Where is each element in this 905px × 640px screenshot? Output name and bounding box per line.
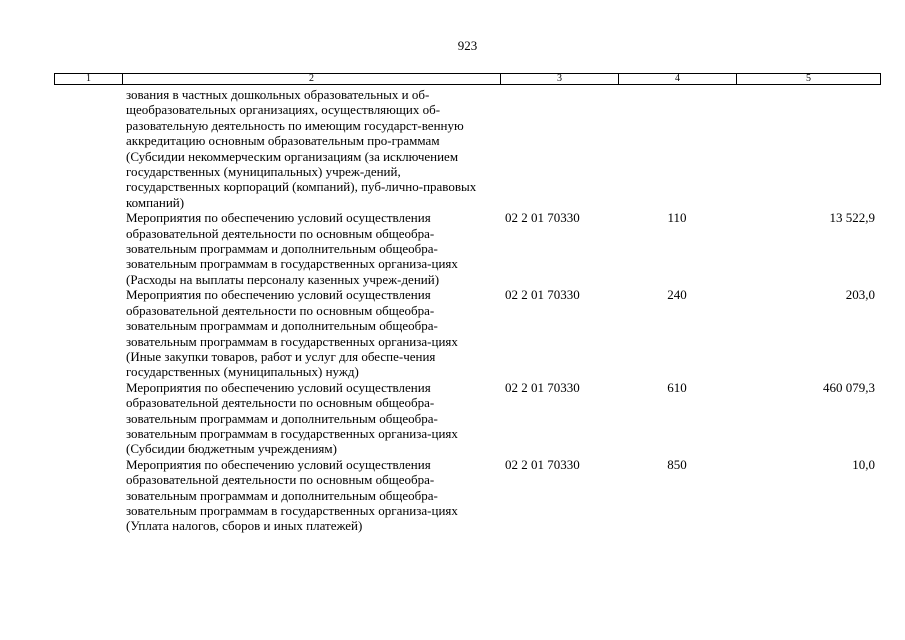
row-description: Мероприятия по обеспечению условий осуществления образовательной деятельности по основным общеобра-зовательным программам и дополнительным общеобра-зовательным программам в государственных организа-циях (Уплата налогов, сборов и иных платежей)	[126, 456, 458, 534]
column-number-2: 2	[123, 74, 501, 85]
row-expense-type: 850	[667, 456, 687, 472]
row-amount	[736, 87, 880, 210]
column-number-1: 1	[55, 74, 123, 85]
row-number-cell	[54, 210, 122, 287]
row-expense-type: 610	[667, 379, 687, 395]
column-number-3: 3	[501, 74, 619, 85]
row-number-cell	[54, 87, 122, 210]
row-description: Мероприятия по обеспечению условий осуществления образовательной деятельности по основным общеобра-зовательным программам и дополнительным общеобра-зовательным программам в государственных организа-циях (Субсидии бюджетным учреждениям)	[126, 379, 458, 457]
row-amount: 460 079,3	[823, 379, 875, 395]
row-amount: 10,0	[852, 456, 875, 472]
column-number-5: 5	[737, 74, 881, 85]
row-expense-type	[618, 87, 736, 210]
row-code: 02 2 01 70330	[505, 210, 580, 226]
row-amount: 203,0	[845, 287, 875, 303]
table-row	[54, 287, 880, 379]
row-code: 02 2 01 70330	[505, 379, 580, 395]
budget-table	[54, 87, 880, 534]
column-number-row	[54, 73, 881, 85]
table-row	[54, 87, 880, 210]
page-number: 923	[457, 38, 478, 53]
row-expense-type: 240	[667, 287, 687, 303]
row-description: Мероприятия по обеспечению условий осуществления образовательной деятельности по основным общеобра-зовательным программам и дополнительным общеобра-зовательным программам в государственных организа-циях (Иные закупки товаров, работ и услуг для обеспе-чения государственных (муниципальных) нужд)	[126, 287, 458, 380]
row-number-cell	[54, 380, 122, 457]
table-row	[54, 380, 880, 457]
row-code: 02 2 01 70330	[505, 456, 580, 472]
row-expense-type: 110	[667, 210, 687, 226]
row-number-cell	[54, 457, 122, 534]
row-code	[500, 87, 618, 210]
table-row	[54, 210, 880, 287]
row-description: зования в частных дошкольных образовательных и об-щеобразовательных организациях, осуществляющих об-разовательную деятельность по имеющим государст-венную аккредитацию основным образовательным про-граммам (Субсидии некоммерческим организациям (за исключением государственных (муниципальных) учреж-дений, государственных корпораций (компаний), пуб-лично-правовых компаний)	[126, 87, 477, 210]
row-description: Мероприятия по обеспечению условий осуществления образовательной деятельности по основным общеобра-зовательным программам и дополнительным общеобра-зовательным программам в государственных организа-циях (Расходы на выплаты персоналу казенных учреж-дений)	[126, 210, 458, 287]
row-code: 02 2 01 70330	[505, 287, 580, 303]
table-row	[54, 457, 880, 534]
row-number-cell	[54, 287, 122, 379]
column-number-4: 4	[619, 74, 737, 85]
row-amount: 13 522,9	[829, 210, 875, 226]
